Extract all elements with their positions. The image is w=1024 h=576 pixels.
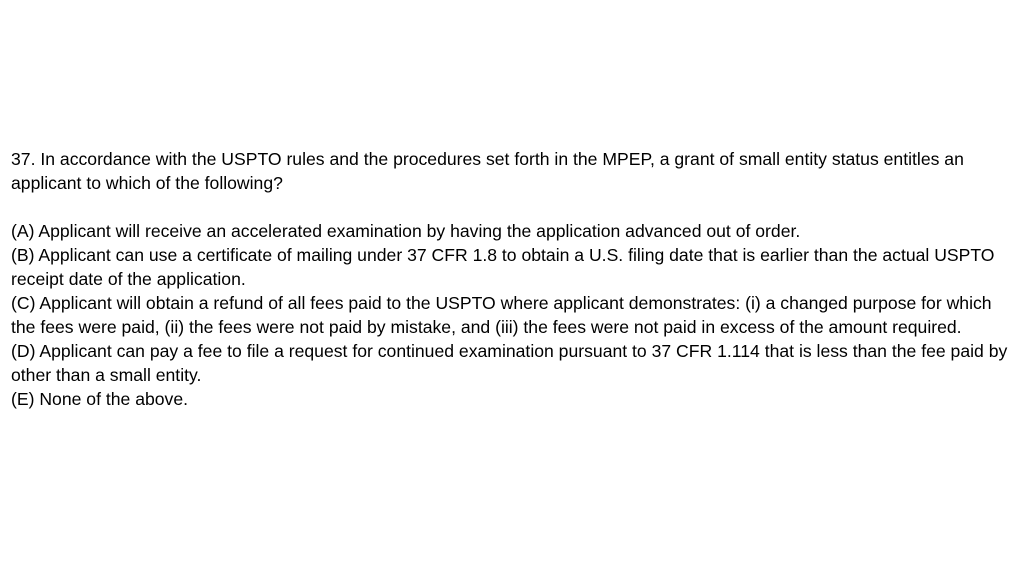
option-b: (B) Applicant can use a certificate of mailing under 37 CFR 1.8 to obtain a U.S. filing date that is earlier than the actual USPTO receipt date of the application. xyxy=(11,245,995,289)
question-block xyxy=(11,147,1017,411)
option-e: (E) None of the above. xyxy=(11,389,189,409)
option-a: (A) Applicant will receive an accelerated examination by having the application advanced out of order. xyxy=(11,221,801,241)
option-d: (D) Applicant can pay a fee to file a request for continued examination pursuant to 37 CFR 1.114 that is less than the fee paid by other than a small entity. xyxy=(11,341,1008,385)
question-text: 37. In accordance with the USPTO rules and the procedures set forth in the MPEP, a grant of small entity status entitles an applicant to which of the following? xyxy=(11,149,964,193)
option-c: (C) Applicant will obtain a refund of all fees paid to the USPTO where applicant demonstrates: (i) a changed purpose for which the fees were paid, (ii) the fees were not paid by mistake, and (iii) the fees were not paid in excess of the amount required. xyxy=(11,293,992,337)
